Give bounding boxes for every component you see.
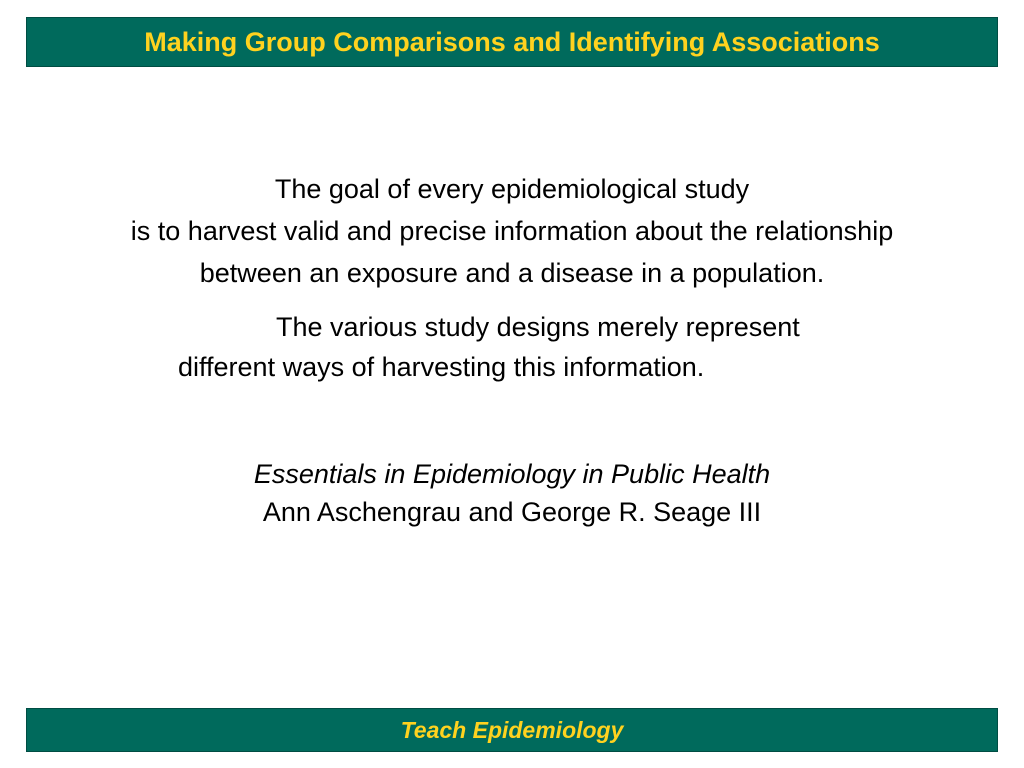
quote-paragraph2-line-1: The various study designs merely represent (276, 312, 800, 342)
citation (0, 455, 1024, 531)
title-bar (26, 17, 998, 67)
quote-line-1: The goal of every epidemiological study (274, 174, 750, 204)
quote-line-2: is to harvest valid and precise information about the relationship (130, 216, 894, 246)
quote-block (20, 168, 1004, 294)
quote-paragraph2-line-2: different ways of harvesting this information. (178, 352, 705, 382)
footer-bar (26, 708, 998, 752)
citation-book-title: Essentials in Epidemiology in Public Health (253, 459, 771, 489)
footer-text: Teach Epidemiology (400, 716, 624, 743)
slide-title: Making Group Comparisons and Identifying Associations (144, 26, 880, 57)
quote-line-3: between an exposure and a disease in a population. (199, 258, 825, 288)
quote-second-paragraph (20, 307, 1004, 387)
citation-authors: Ann Aschengrau and George R. Seage III (262, 497, 762, 527)
